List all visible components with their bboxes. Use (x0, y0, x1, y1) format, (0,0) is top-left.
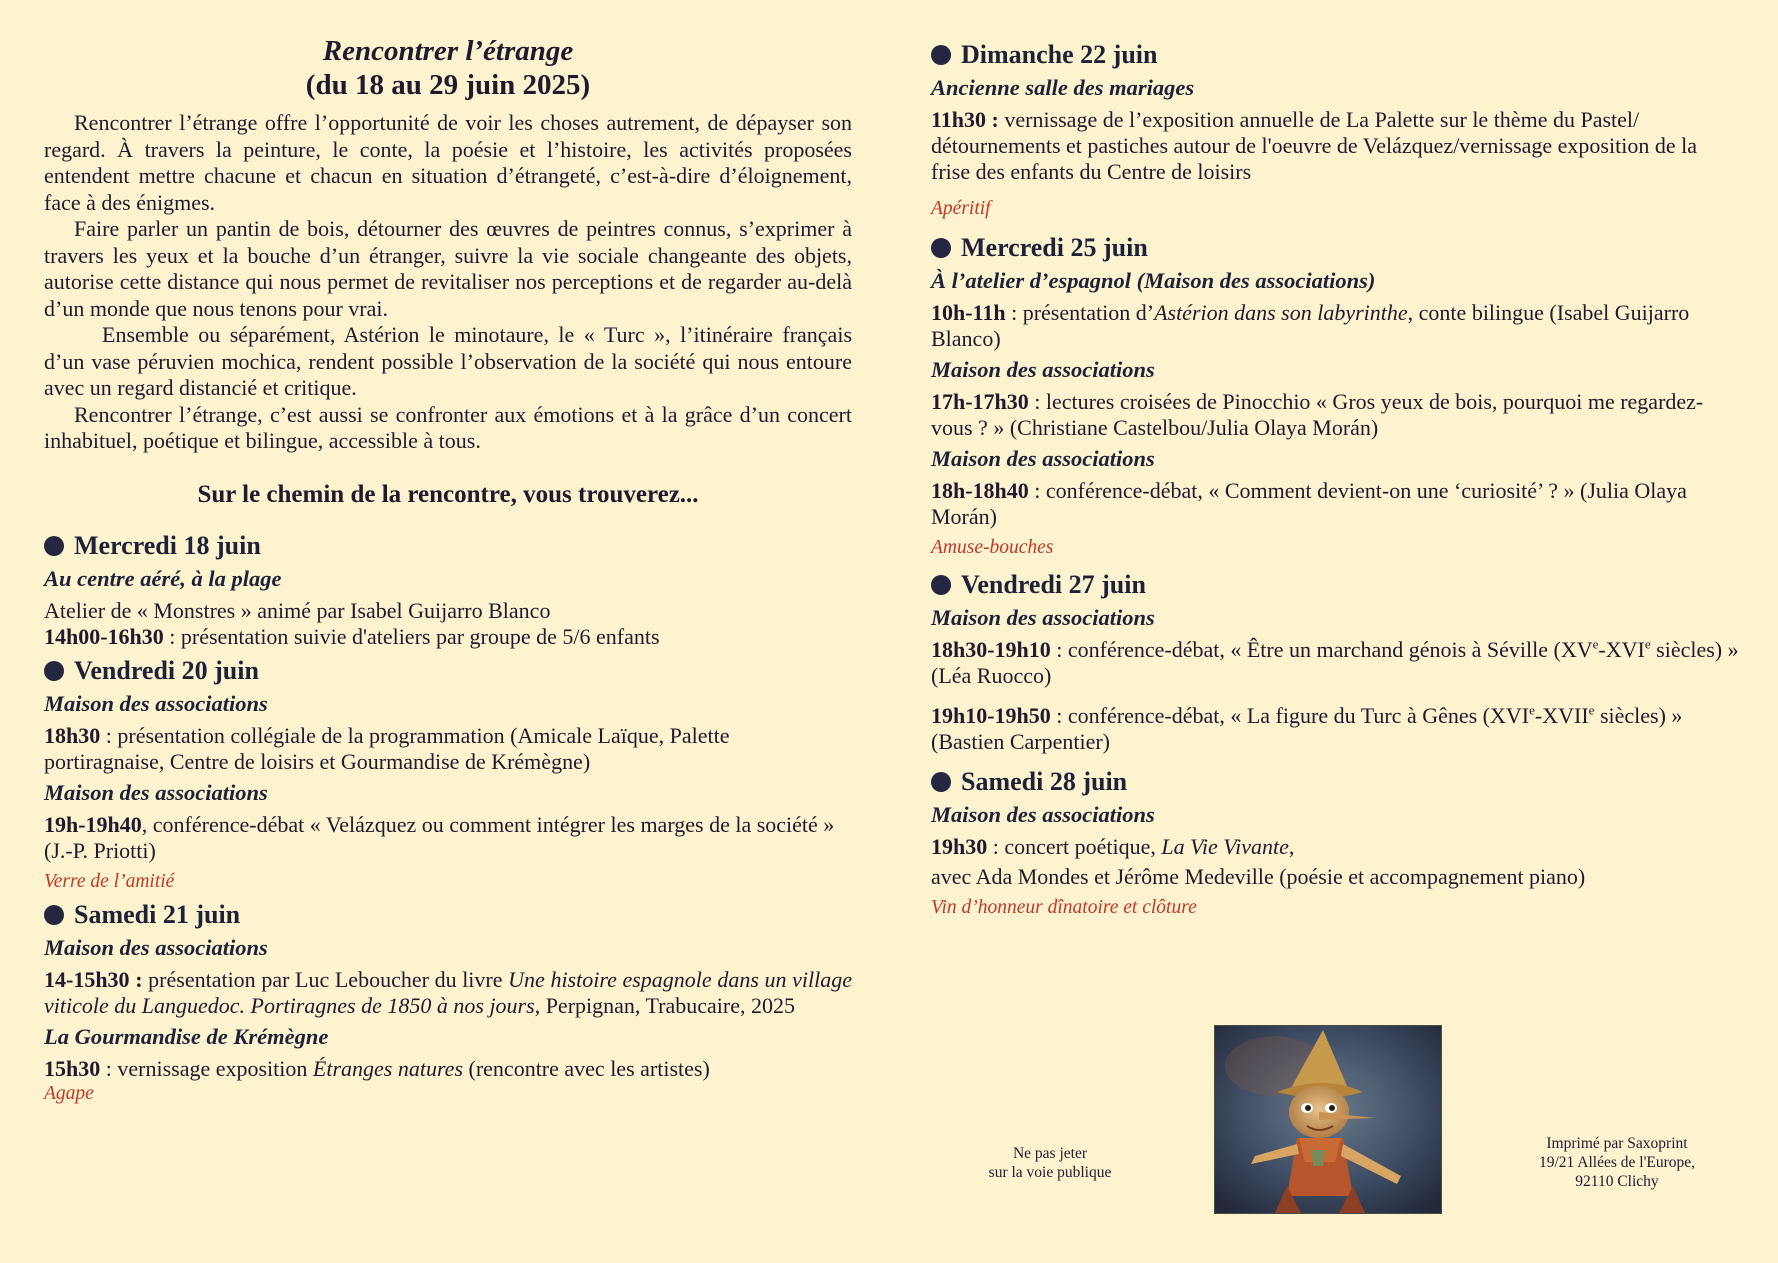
book-title: Une histoire espagnole dans un village viticole du Languedoc. Portiragnes de 1850 à nos jours (44, 966, 853, 1018)
event-line (44, 723, 852, 775)
event-text: , conte bilingue (Isabel Guijarro Blanco) (931, 300, 1690, 351)
pinocchio-illustration (1214, 1025, 1442, 1214)
intro-paragraph: Faire parler un pantin de bois, détourner des œuvres de peintres connus, s’exprimer à travers les yeux et la bouche d’un étranger, suivre la vie sociale changeante des objets, autorise cette distance qui nous permet de revitaliser nos perceptions et de regarder au-delà d’un monde que nous tenons pour vrai. (44, 216, 852, 321)
event-time: 11h30 : (931, 107, 999, 132)
event-line (44, 624, 852, 650)
event-time: 18h30 (44, 722, 101, 748)
printer-info (1502, 1134, 1732, 1191)
event-line (931, 478, 1741, 530)
event-time: 15h30 (44, 1055, 101, 1081)
venue-label: Maison des associations (931, 446, 1155, 471)
event-line (931, 703, 1741, 755)
event-line (931, 834, 1741, 860)
event-line: Atelier de « Monstres » animé par Isabel Guijarro Blanco (44, 597, 551, 623)
footer-line: Imprimé par Saxoprint (1546, 1135, 1688, 1152)
event-line (44, 812, 852, 864)
event-text: : conférence-débat, « Être un marchand génois à Séville (XV (1050, 637, 1593, 662)
reception-note: Agape (44, 1082, 94, 1104)
pinocchio-image-icon (1215, 1026, 1441, 1213)
superscript: e (1529, 702, 1535, 718)
intro-paragraph: Ensemble ou séparément, Astérion le minotaure, le « Turc », l’itinéraire français d’un vase péruvien mochica, rendent possible l’observation de la société qui nous entoure avec un regard distancié et critique. (44, 322, 852, 400)
event-text: : vernissage exposition (100, 1055, 313, 1081)
venue-label: À l’atelier d’espagnol (Maison des associations) (931, 268, 1376, 293)
event-text: -XVI (1598, 637, 1645, 662)
event-text: siècles) » (Bastien Carpentier) (931, 703, 1683, 754)
event-text: : présentation collégiale de la programmation (Amicale Laïque, Palette portiragnaise, Centre de loisirs et Gourmandise de Krémègne) (44, 722, 730, 774)
footer-line: 19/21 Allées de l'Europe, (1538, 1154, 1696, 1171)
intro-paragraph: Rencontrer l’étrange offre l’opportunité de voir les choses autrement, de dépayser son regard. À travers la peinture, le conte, la poésie et l’histoire, les activités proposées entendent mettre chacune et chacun en situation d’étrangeté, c’est-à-dire d’éloignement, face à des énigmes. (44, 110, 852, 215)
event-time: 14-15h30 : (44, 966, 143, 992)
reception-note: Vin d’honneur dînatoire et clôture (931, 897, 1197, 918)
bullet-icon (931, 238, 951, 258)
event-text: , (1288, 834, 1295, 859)
event-text: : conférence-débat, « Comment devient-on une ‘curiosité’ ? » (Julia Olaya Morán) (931, 478, 1687, 529)
subtitle-text: (du 18 au 29 juin 2025) (305, 69, 591, 101)
day-heading-25 (931, 233, 1741, 263)
footer-line: sur la voie publique (988, 1164, 1112, 1181)
event-time: 19h30 (931, 834, 988, 859)
day-label: Samedi 21 juin (74, 899, 241, 929)
venue-label: Ancienne salle des mariages (931, 75, 1195, 100)
event-time: 19h10-19h50 (931, 703, 1051, 728)
footer-line: Ne pas jeter (1012, 1145, 1088, 1162)
venue-label: Maison des associations (44, 779, 268, 805)
lead-heading: Sur le chemin de la rencontre, vous trouverez... (197, 480, 699, 508)
event-line (931, 637, 1741, 689)
event-text: vernissage de l’exposition annuelle de La Palette sur le thème du Pastel/ détournements et pastiches autour de l'oeuvre de Velázquez/vernissage exposition de la frise des enfants du Centre de loisirs (931, 107, 1697, 184)
bullet-icon (931, 45, 951, 65)
day-heading-20 (44, 656, 852, 686)
superscript: e (1592, 636, 1599, 652)
event-text: : présentation d’ (1005, 300, 1155, 325)
day-label: Samedi 28 juin (961, 767, 1128, 796)
event-text: -XVII (1534, 703, 1589, 728)
concert-title: La Vie Vivante (1161, 834, 1289, 859)
reception-note: Apéritif (931, 198, 991, 219)
event-text: : lectures croisées de Pinocchio « Gros yeux de bois, pourquoi me regardez-vous ? » (Christiane Castelbou/Julia Olaya Morán) (931, 389, 1704, 440)
day-label: Vendredi 27 juin (961, 570, 1146, 599)
venue-label: La Gourmandise de Krémègne (44, 1023, 329, 1049)
event-time: 19h-19h40 (44, 811, 142, 837)
venue-label: Maison des associations (931, 605, 1155, 630)
event-text: : conférence-débat, « La figure du Turc à Gênes (XVI (1050, 703, 1530, 728)
document-title (44, 34, 852, 102)
left-column (44, 0, 852, 1106)
superscript: e (1588, 702, 1595, 718)
reception-note: Verre de l’amitié (44, 870, 175, 892)
event-time: 10h-11h (931, 300, 1006, 325)
bullet-icon (44, 536, 64, 556)
day-label: Dimanche 22 juin (961, 40, 1158, 69)
day-heading-18 (44, 531, 852, 561)
intro-text (44, 110, 852, 455)
event-line (931, 300, 1741, 352)
event-time: 14h00-16h30 (44, 623, 164, 649)
event-text: : présentation suivie d'ateliers par groupe de 5/6 enfants (163, 623, 660, 649)
day-heading-28 (931, 767, 1741, 797)
bullet-icon (44, 661, 64, 681)
event-time: 18h-18h40 (931, 478, 1029, 503)
exhibition-title: Étranges natures (312, 1055, 464, 1081)
bullet-icon (931, 575, 951, 595)
event-line (931, 107, 1741, 185)
day-heading-22 (931, 40, 1741, 70)
venue-label: Maison des associations (44, 690, 268, 716)
footer-notice (962, 1144, 1138, 1182)
footer-line: 92110 Clichy (1575, 1173, 1659, 1190)
bullet-icon (44, 905, 64, 925)
event-text: : concert poétique, (987, 834, 1162, 859)
reception-note: Amuse-bouches (931, 537, 1054, 558)
venue-label: Maison des associations (931, 357, 1155, 382)
event-text: (rencontre avec les artistes) (463, 1055, 710, 1081)
event-text: siècles) » (Léa Ruocco) (931, 637, 1739, 688)
day-heading-21 (44, 900, 852, 930)
event-text: , conférence-débat « Velázquez ou comment intégrer les marges de la société » (J.-P. Priotti) (44, 811, 835, 863)
tale-title: Astérion dans son labyrinthe (1154, 300, 1408, 325)
superscript: e (1644, 636, 1651, 652)
event-text: , Perpignan, Trabucaire, 2025 (534, 992, 795, 1018)
event-time: 17h-17h30 (931, 389, 1029, 414)
venue-label: Maison des associations (44, 934, 268, 960)
event-line (44, 967, 852, 1019)
event-text: présentation par Luc Leboucher du livre (142, 966, 509, 992)
event-line (44, 1056, 852, 1082)
event-line (931, 389, 1741, 441)
bullet-icon (931, 772, 951, 792)
event-time: 18h30-19h10 (931, 637, 1051, 662)
day-label: Vendredi 20 juin (74, 655, 259, 685)
venue-label: Au centre aéré, à la plage (44, 565, 282, 591)
day-label: Mercredi 18 juin (74, 530, 261, 560)
venue-label: Maison des associations (931, 802, 1155, 827)
day-heading-27 (931, 570, 1741, 600)
intro-paragraph: Rencontrer l’étrange, c’est aussi se confronter aux émotions et à la grâce d’un concert inhabituel, poétique et bilingue, accessible à tous. (44, 401, 852, 453)
event-line: avec Ada Mondes et Jérôme Medeville (poésie et accompagnement piano) (931, 864, 1586, 889)
day-label: Mercredi 25 juin (961, 233, 1148, 262)
right-column (931, 0, 1741, 920)
title-text: Rencontrer l’étrange (322, 35, 574, 67)
